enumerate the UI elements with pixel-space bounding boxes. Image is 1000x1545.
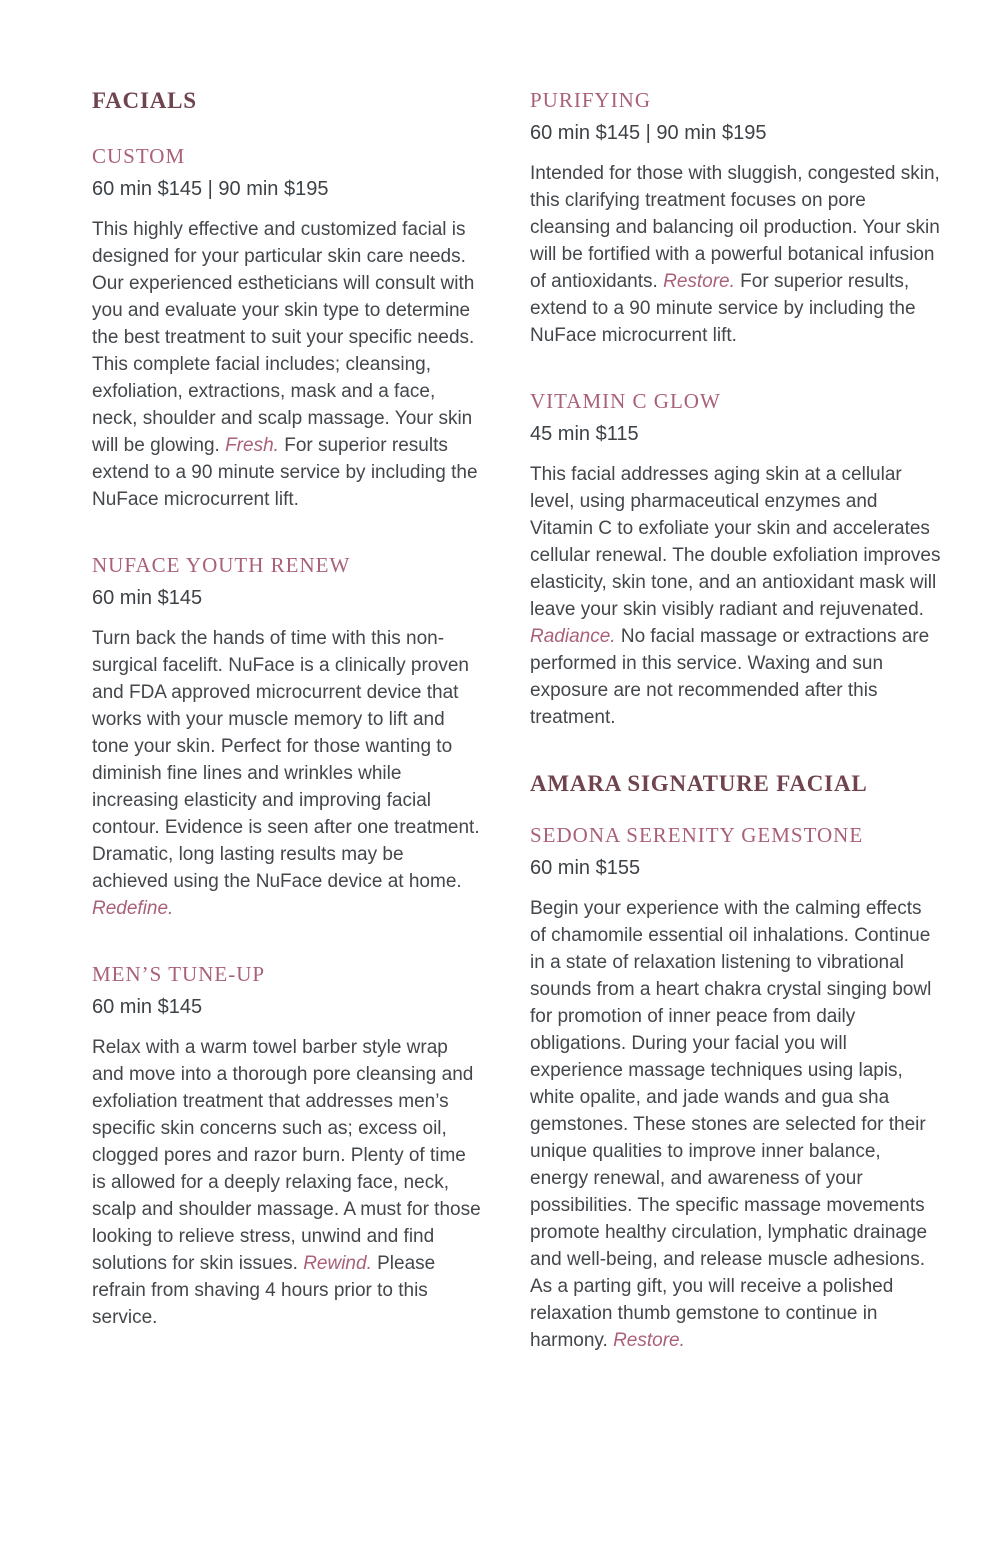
service-name: MEN’S TUNE-UP	[92, 962, 266, 986]
service-name: VITAMIN C GLOW	[530, 389, 721, 413]
service-description: This highly effective and customized facial is designed for your particular skin care needs. Our experienced estheticians will consult with you and evaluate your skin type to determine the best treatment to suit your specific needs. This complete facial includes; cleansing, exfoliation, extractions, mask and a face, neck, shoulder and scalp massage. Your skin will be glowing. Fresh. For superior results extend to a 90 minute service by including the NuFace microcurrent lift.	[92, 219, 478, 510]
service-price: 60 min $145 | 90 min $195	[530, 122, 767, 144]
service-description: Begin your experience with the calming effects of chamomile essential oil inhalations. Continue in a state of relaxation listening to vibrational sounds from a heart chakra crystal singing bowl for promotion of inner peace from daily obligations. During your facial you will experience massage techniques using lapis, white opalite, and jade wands and gua sha gemstones. These stones are selected for their unique qualities to improve inner balance, energy renewal, and awareness of your possibilities. The specific massage movements promote healthy circulation, lymphatic drainage and well-being, and release muscle adhesions. As a parting gift, you will receive a polished relaxation thumb gemstone to continue in harmony. Restore.	[530, 898, 932, 1351]
service-description: Intended for those with sluggish, congested skin, this clarifying treatment focuses on pore cleansing and balancing oil production. Your skin will be fortified with a powerful botanical infusion of antioxidants. Restore. For superior results, extend to a 90 minute service by including the NuFace microcurrent lift.	[530, 163, 940, 346]
service-price: 45 min $115	[530, 423, 639, 445]
service-name: CUSTOM	[92, 144, 186, 168]
right-column	[530, 88, 942, 1505]
service-sedona-serenity-gemstone	[530, 823, 942, 1354]
section-title-amara-signature-facial: AMARA SIGNATURE FACIAL	[530, 771, 868, 796]
service-price: 60 min $155	[530, 857, 641, 879]
service-price: 60 min $145	[92, 996, 203, 1018]
service-name: SEDONA SERENITY GEMSTONE	[530, 823, 864, 847]
service-vitamin-c-glow	[530, 389, 942, 731]
service-name: PURIFYING	[530, 88, 652, 112]
service-purifying	[530, 88, 942, 349]
service-description: This facial addresses aging skin at a cellular level, using pharmaceutical enzymes and Vitamin C to exfoliate your skin and accelerates cellular renewal. The double exfoliation improves elasticity, skin tone, and an antioxidant mask will leave your skin visibly radiant and rejuvenated. Radiance. No facial massage or extractions are performed in this service. Waxing and sun exposure are not recommended after this treatment.	[530, 464, 941, 728]
service-description: Turn back the hands of time with this non-surgical facelift. NuFace is a clinically proven and FDA approved microcurrent device that works with your muscle memory to lift and tone your skin. Perfect for those wanting to diminish fine lines and wrinkles while increasing elasticity and improving facial contour. Evidence is seen after one treatment. Dramatic, long lasting results may be achieved using the NuFace device at home. Redefine.	[92, 628, 480, 919]
service-price: 60 min $145	[92, 587, 203, 609]
service-name: NUFACE YOUTH RENEW	[92, 553, 351, 577]
service-description: Relax with a warm towel barber style wrap and move into a thorough pore cleansing and exfoliation treatment that addresses men’s specific skin concerns such as; excess oil, clogged pores and razor burn. Plenty of time is allowed for a deeply relaxing face, neck, scalp and shoulder massage. A must for those looking to relieve stress, unwind and find solutions for skin issues. Rewind. Please refrain from shaving 4 hours prior to this service.	[92, 1037, 481, 1328]
service-price: 60 min $145 | 90 min $195	[92, 178, 329, 200]
service-nuface-youth-renew	[92, 553, 484, 922]
left-column	[92, 88, 484, 1505]
section-title-facials: FACIALS	[92, 88, 197, 113]
service-mens-tune-up	[92, 962, 484, 1331]
service-custom	[92, 144, 484, 513]
